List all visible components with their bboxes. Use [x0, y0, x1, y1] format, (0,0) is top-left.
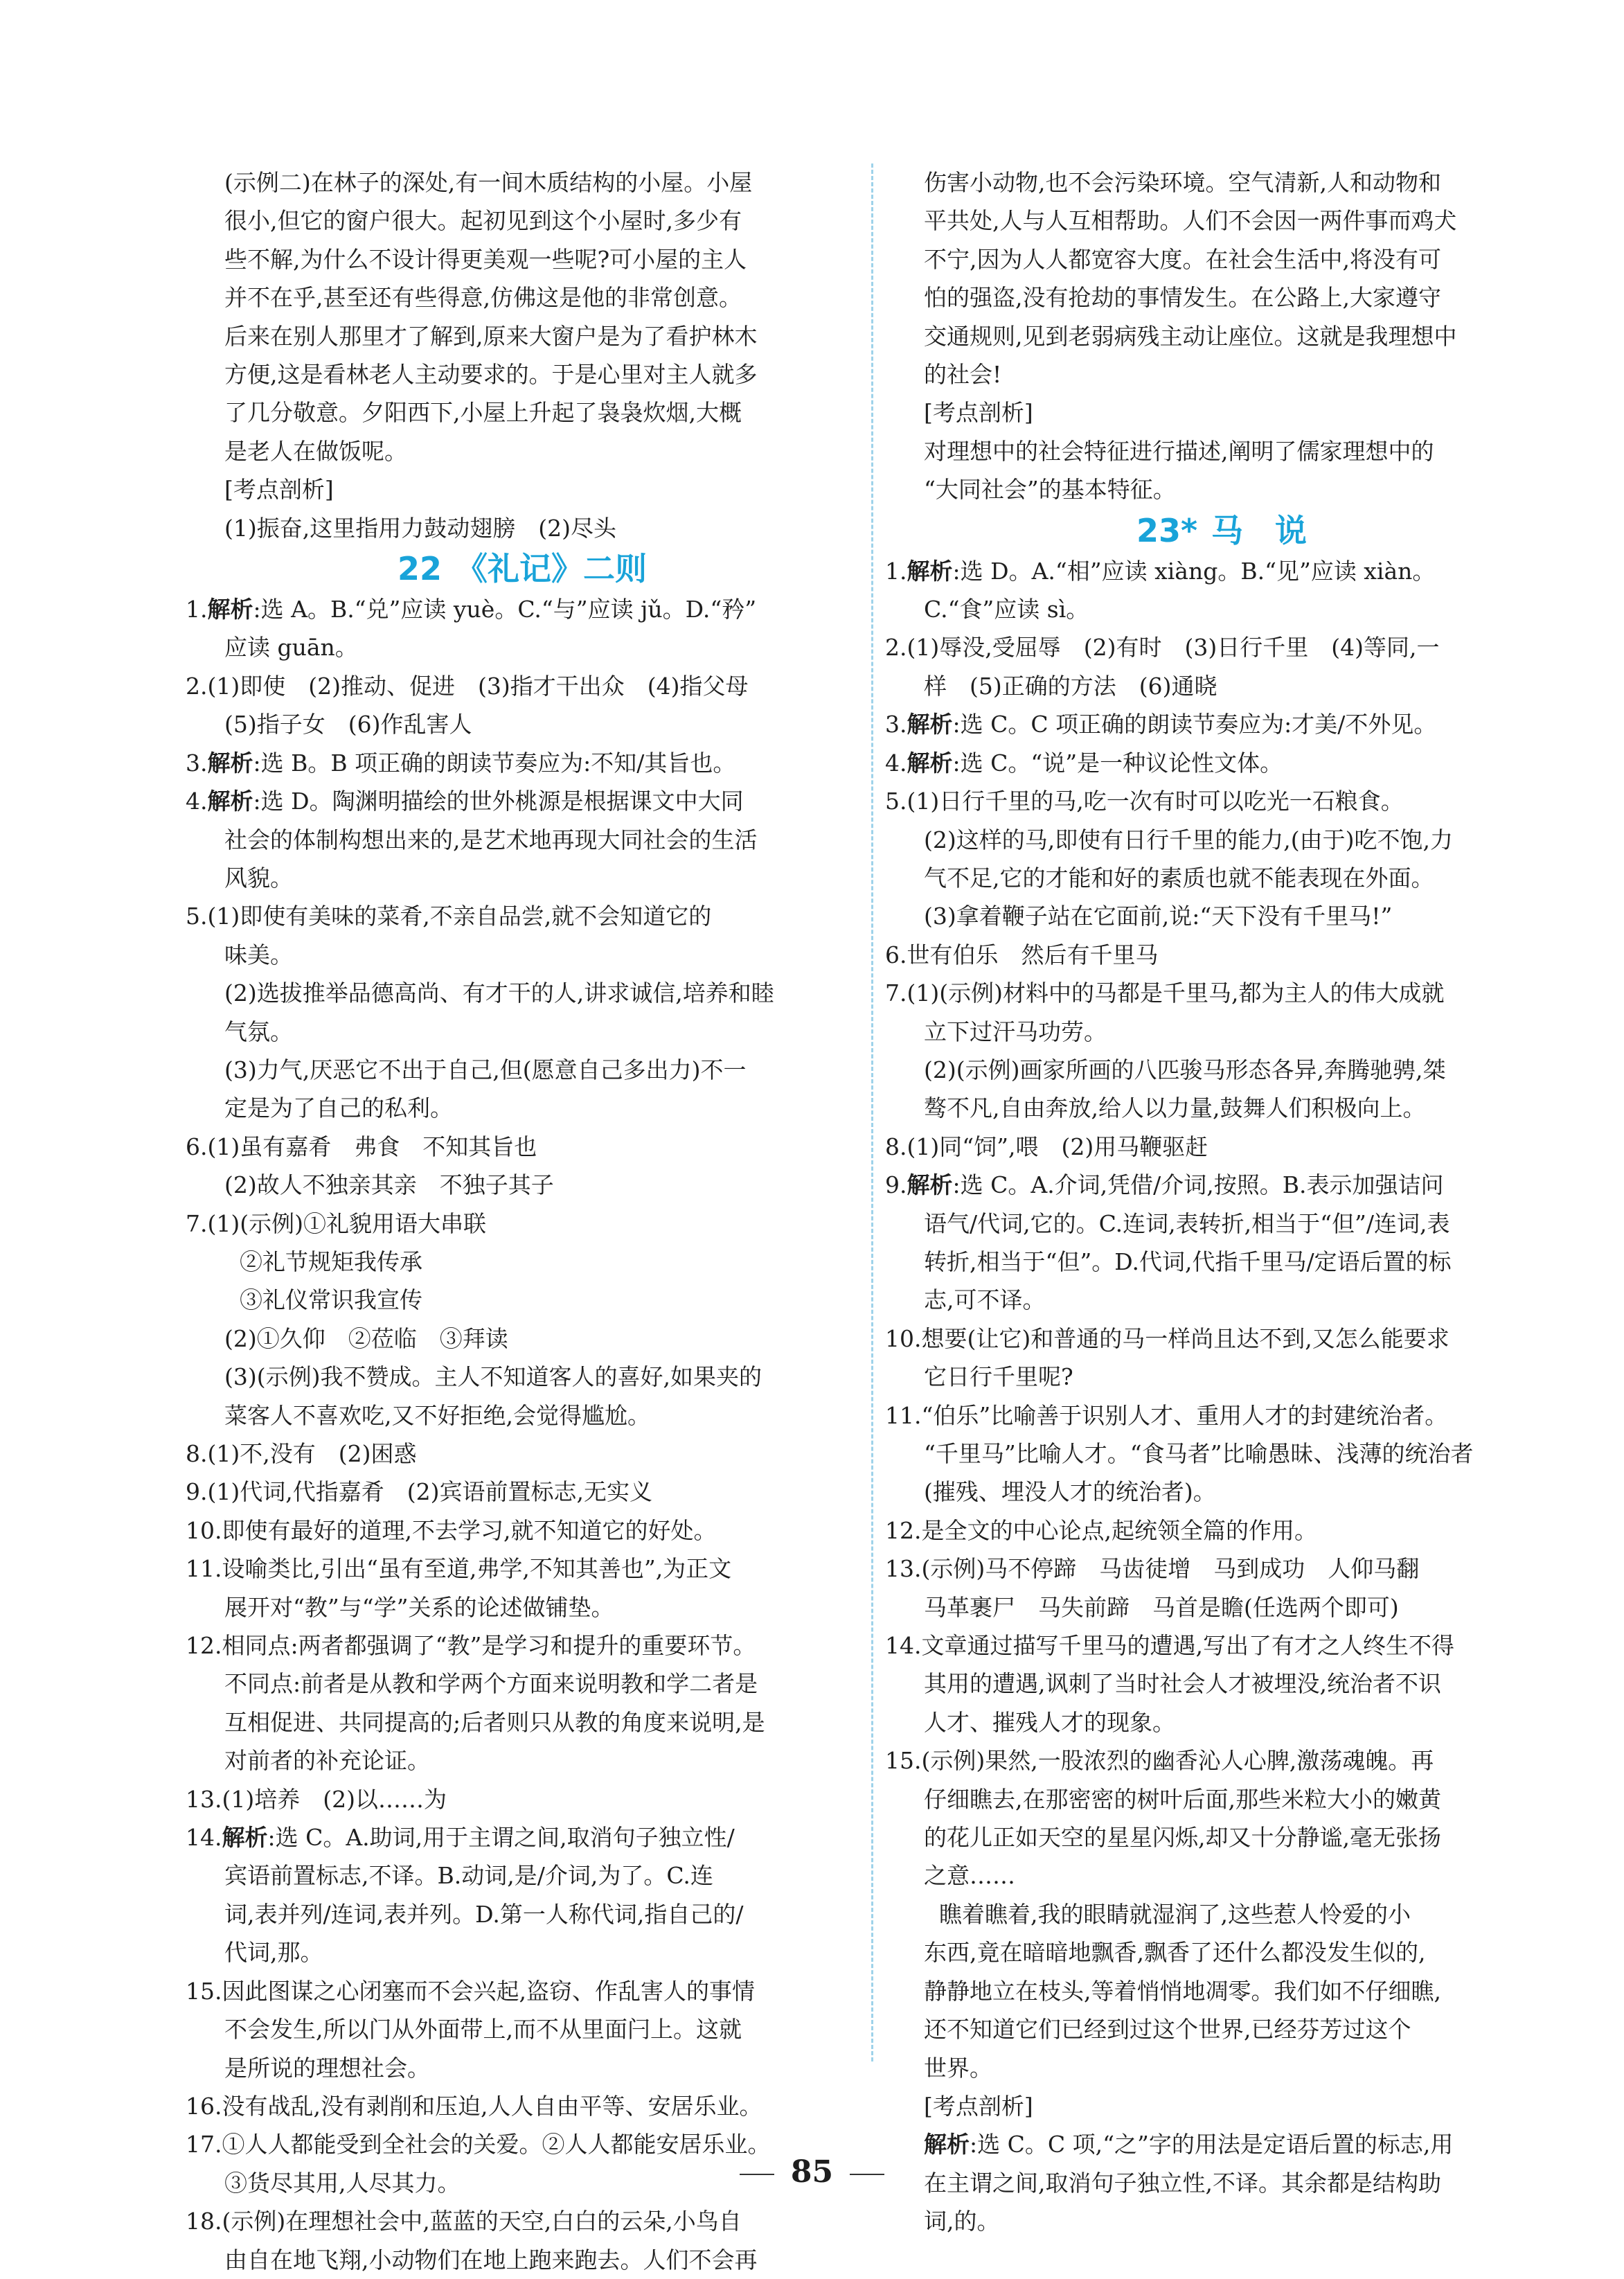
answer-line — [186, 2202, 859, 2240]
answer-line — [885, 1320, 1558, 1358]
answer-line — [885, 1166, 1558, 1204]
answer-continuation: (5)指子女 (6)作乱害人 — [224, 711, 472, 738]
section-heading — [186, 547, 859, 590]
answer-continuation: ③货尽其用,人尽其力。 — [224, 2169, 461, 2197]
essay-line: 平共处,人与人互相帮助。人们不会因一两件事而鸡犬 — [924, 207, 1457, 235]
answer-continuation: 社会的体制构想出来的,是艺术地再现大同社会的生活 — [224, 826, 758, 853]
answer-number: 1. — [885, 557, 907, 585]
essay-line: 了几分敬意。夕阳西下,小屋上升起了袅袅炊烟,大概 — [224, 399, 742, 427]
answer-text: 世有伯乐 然后有千里马 — [907, 941, 1159, 968]
analysis-text: 对理想中的社会特征进行描述,阐明了儒家理想中的 — [924, 437, 1434, 465]
answer-continuation: 语气/代词,它的。C.连词,表转折,相当于“但”/连词,表 — [924, 1209, 1450, 1237]
answer-continuation: 静静地立在枝头,等着悄悄地凋零。我们如不仔细瞧, — [924, 1977, 1441, 2005]
answer-text: :选 C。A.助词,用于主谓之间,取消句子独立性/ — [267, 1824, 735, 1852]
answer-text: (1)(示例)①礼貌用语大串联 — [207, 1209, 486, 1237]
answer-text: (1)即使有美味的菜肴,不亲自品尝,就不会知道它的 — [207, 903, 712, 930]
answer-number: 9. — [885, 1171, 907, 1199]
answer-text: (示例)马不停蹄 马齿徒增 马到成功 人仰马翻 — [921, 1555, 1420, 1583]
answer-number: 8. — [885, 1133, 907, 1160]
answer-number: 11. — [885, 1401, 922, 1429]
answer-continuation: 词,表并列/连词,表并列。D.第一人称代词,指自己的/ — [224, 1900, 744, 1928]
answer-text: :选 C。C 项,“之”字的用法是定语后置的标志,用 — [970, 2131, 1454, 2158]
answer-line — [885, 1741, 1558, 1780]
answer-number: 4. — [885, 749, 907, 777]
answer-continuation: 宾语前置标志,不译。B.动词,是/介词,为了。C.连 — [224, 1862, 713, 1890]
answer-number: 3. — [885, 711, 907, 738]
answer-continuation: 菜客人不喜欢吃,又不好拒绝,会觉得尴尬。 — [224, 1401, 650, 1429]
answer-line — [885, 1550, 1558, 1588]
answer-line — [186, 897, 859, 935]
answer-number: 5. — [186, 903, 208, 930]
analysis-label: 解析 — [222, 1824, 268, 1852]
answer-continuation: 定是为了自己的私利。 — [224, 1094, 453, 1122]
answer-text: :选 B。B 项正确的朗读节奏应为:不知/其旨也。 — [253, 749, 736, 777]
answer-text: 没有战乱,没有剥削和压迫,人人自由平等、安居乐业。 — [222, 2092, 762, 2120]
answer-continuation: 展开对“教”与“学”关系的论述做铺垫。 — [224, 1593, 614, 1621]
answer-number: 2. — [885, 634, 907, 662]
answer-continuation: 它日行千里呢? — [924, 1363, 1073, 1391]
answer-continuation: 应读 guān。 — [224, 634, 358, 662]
answer-number: 2. — [186, 672, 208, 700]
essay-line: 并不在乎,甚至还有些得意,仿佛这是他的非常创意。 — [224, 284, 742, 312]
answer-continuation: 不会发生,所以门从外面带上,而不从里面闩上。这就 — [224, 2016, 742, 2043]
analysis-label: 解析 — [907, 749, 953, 777]
left-column — [186, 163, 859, 2279]
answer-continuation: 是所说的理想社会。 — [224, 2054, 430, 2082]
answer-continuation: 其用的遭遇,讽刺了当时社会人才被埋没,统治者不识 — [924, 1670, 1441, 1698]
answer-continuation: 之意…… — [924, 1862, 1015, 1890]
analysis-label: 解析 — [207, 788, 253, 815]
answer-continuation: 不同点:前者是从教和学两个方面来说明教和学二者是 — [224, 1670, 758, 1698]
answer-continuation: ②礼节规矩我传承 — [240, 1248, 422, 1275]
answer-continuation: 马革裹尸 马失前蹄 马首是瞻(任选两个即可) — [924, 1593, 1399, 1621]
answer-text: :选 A。B.“兑”应读 yuè。C.“与”应读 jǔ。D.“矜” — [253, 596, 757, 623]
footer-dash-left — [740, 2174, 774, 2175]
answer-text: (1)即使 (2)推动、促进 (3)指才干出众 (4)指父母 — [207, 672, 749, 700]
answer-continuation: 词,的。 — [924, 2208, 1000, 2235]
answer-number: 1. — [186, 596, 208, 623]
answer-number: 5. — [885, 788, 907, 815]
answer-continuation: 在主谓之间,取消句子独立性,不译。其余都是结构助 — [924, 2169, 1441, 2197]
answer-text: (1)虽有嘉肴 弗食 不知其旨也 — [207, 1133, 537, 1160]
analysis-tag: [考点剖析] — [924, 2092, 1033, 2120]
answer-text: ①人人都能受到全社会的关爱。②人人都能安居乐业。 — [222, 2131, 771, 2158]
answer-continuation: 气不足,它的才能和好的素质也就不能表现在外面。 — [924, 864, 1434, 892]
answer-text: 设喻类比,引出“虽有至道,弗学,不知其善也”,为正文 — [222, 1555, 732, 1583]
essay-line: 后来在别人那里才了解到,原来大窗户是为了看护林木 — [224, 322, 758, 350]
answer-continuation: 志,可不译。 — [924, 1286, 1046, 1314]
answer-text: :选 C。C 项正确的朗读节奏应为:才美/不外见。 — [952, 711, 1437, 738]
answer-continuation: 转折,相当于“但”。D.代词,代指千里马/定语后置的标 — [924, 1248, 1452, 1275]
section-heading — [885, 509, 1558, 552]
essay-line: 不宁,因为人人都宽容大度。在社会生活中,将没有可 — [924, 245, 1441, 273]
analysis-label: 解析 — [207, 596, 253, 623]
answer-line — [885, 1396, 1558, 1435]
analysis-label: 解析 — [907, 711, 953, 738]
answer-line — [885, 628, 1558, 666]
essay-line: 很小,但它的窗户很大。起初见到这个小屋时,多少有 — [224, 207, 742, 235]
answer-continuation: 瞧着瞧着,我的眼睛就湿润了,这些惹人怜爱的小 — [939, 1900, 1411, 1928]
analysis-text: “大同社会”的基本特征。 — [924, 476, 1176, 504]
answer-text: (1)辱没,受屈辱 (2)有时 (3)日行千里 (4)等同,一 — [907, 634, 1440, 662]
answer-continuation: (3)力气,厌恶它不出于自己,但(愿意自己多出力)不一 — [224, 1056, 747, 1083]
answer-continuation: 味美。 — [224, 941, 293, 968]
answer-line — [186, 1205, 859, 1243]
answer-continuation: 样 (5)正确的方法 (6)通晓 — [924, 672, 1217, 700]
answer-line — [186, 1473, 859, 1511]
answer-line — [186, 1435, 859, 1473]
answer-number: 13. — [885, 1555, 922, 1583]
essay-line: 方便,这是看林老人主动要求的。于是心里对主人就多 — [224, 361, 758, 389]
answer-line — [186, 1818, 859, 1856]
answer-text: :选 C。A.介词,凭借/介词,按照。B.表示加强诘问 — [952, 1171, 1444, 1199]
answer-continuation: 互相促进、共同提高的;后者则只从教的角度来说明,是 — [224, 1708, 765, 1736]
answer-number: 6. — [885, 941, 907, 968]
answer-line — [186, 1511, 859, 1550]
answer-number: 10. — [186, 1516, 222, 1544]
analysis-tag: [考点剖析] — [924, 399, 1033, 427]
answer-number: 11. — [186, 1555, 222, 1583]
answer-continuation: 骜不凡,自由奔放,给人以力量,鼓舞人们积极向上。 — [924, 1094, 1426, 1122]
answer-continuation: (2)①久仰 ②莅临 ③拜读 — [224, 1324, 508, 1352]
answer-line — [186, 1780, 859, 1818]
answer-continuation: 代词,那。 — [224, 1939, 323, 1967]
answer-line — [186, 1550, 859, 1588]
essay-line: (示例二)在林子的深处,有一间木质结构的小屋。小屋 — [224, 169, 753, 196]
answer-continuation: 还不知道它们已经到过这个世界,已经芬芳过这个 — [924, 2016, 1411, 2043]
answer-number: 6. — [186, 1133, 208, 1160]
page-footer — [0, 2154, 1624, 2190]
answer-line — [186, 590, 859, 628]
answer-line — [186, 1972, 859, 2010]
answer-text: (1)代词,代指嘉肴 (2)宾语前置标志,无实义 — [207, 1478, 652, 1506]
essay-line: 交通规则,见到老弱病残主动让座位。这就是我理想中 — [924, 322, 1457, 350]
essay-line: 的社会! — [924, 361, 1002, 389]
section-title: 《礼记》二则 — [456, 550, 647, 588]
answer-text: (1)不,没有 (2)困惑 — [207, 1440, 417, 1467]
answer-text: 即使有最好的道理,不去学习,就不知道它的好处。 — [222, 1516, 717, 1544]
answer-text: (示例)在理想社会中,蓝蓝的天空,白白的云朵,小鸟自 — [222, 2208, 742, 2235]
answer-line — [885, 705, 1558, 743]
right-column — [885, 163, 1558, 2241]
answer-number: 14. — [885, 1632, 922, 1660]
answer-continuation: 人才、摧残人才的现象。 — [924, 1708, 1175, 1736]
analysis-label: 解析 — [207, 749, 253, 777]
answer-line — [885, 1128, 1558, 1166]
answer-line — [186, 1626, 859, 1665]
answer-line — [885, 1626, 1558, 1665]
answer-text: :选 D。A.“相”应读 xiàng。B.“见”应读 xiàn。 — [952, 557, 1436, 585]
answer-continuation: (3)拿着鞭子站在它面前,说:“天下没有千里马!” — [924, 903, 1393, 930]
answer-text: 因此图谋之心闭塞而不会兴起,盗窃、作乱害人的事情 — [222, 1977, 755, 2005]
answer-text: 是全文的中心论点,起统领全篇的作用。 — [921, 1516, 1317, 1544]
answer-line — [186, 744, 859, 782]
answer-text: 想要(让它)和普通的马一样尚且达不到,又怎么能要求 — [921, 1324, 1449, 1352]
answer-line — [186, 667, 859, 705]
answer-text: (1)培养 (2)以……为 — [222, 1785, 470, 1813]
answer-number: 10. — [885, 1324, 922, 1352]
answer-number: 16. — [186, 2092, 222, 2120]
answer-text: “伯乐”比喻善于识别人才、重用人才的封建统治者。 — [921, 1401, 1448, 1429]
answer-text: (1)同“饲”,喂 (2)用马鞭驱赶 — [907, 1133, 1208, 1160]
answer-line — [885, 744, 1558, 782]
answer-line — [186, 1128, 859, 1166]
answer-text: (示例)果然,一股浓烈的幽香沁人心脾,激荡魂魄。再 — [921, 1747, 1434, 1775]
answer-number: 8. — [186, 1440, 208, 1467]
section-number: 22 — [397, 550, 442, 588]
essay-line: 怕的强盗,没有抢劫的事情发生。在公路上,大家遵守 — [924, 284, 1441, 312]
answer-number: 12. — [186, 1632, 222, 1660]
essay-line: 伤害小动物,也不会污染环境。空气清新,人和动物和 — [924, 169, 1441, 196]
essay-line: 是老人在做饭呢。 — [224, 437, 407, 465]
answer-continuation: “千里马”比喻人才。“食马者”比喻愚昧、浅薄的统治者 — [924, 1440, 1474, 1467]
answer-number: 9. — [186, 1478, 208, 1506]
answer-number: 14. — [186, 1824, 222, 1852]
analysis-text: (1)振奋,这里指用力鼓动翅膀 (2)尽头 — [224, 514, 616, 542]
answer-line — [885, 974, 1558, 1012]
answer-continuation: 风貌。 — [224, 864, 293, 892]
answer-line — [885, 552, 1558, 590]
answer-number: 7. — [885, 979, 907, 1007]
footer-dash-right — [850, 2174, 884, 2175]
answer-continuation: (3)(示例)我不赞成。主人不知道客人的喜好,如果夹的 — [224, 1363, 762, 1391]
answer-continuation: 东西,竟在暗暗地飘香,飘香了还什么都没发生似的, — [924, 1939, 1426, 1967]
answer-line — [885, 782, 1558, 820]
analysis-label: 解析 — [924, 2131, 970, 2158]
answer-continuation: C.“食”应读 sì。 — [924, 596, 1089, 623]
answer-continuation: (摧残、埋没人才的统治者)。 — [924, 1478, 1216, 1506]
answer-number: 7. — [186, 1209, 208, 1237]
answer-continuation: 由自在地飞翔,小动物们在地上跑来跑去。人们不会再 — [224, 2246, 758, 2273]
answer-line — [186, 2087, 859, 2125]
essay-line: 些不解,为什么不设计得更美观一些呢?可小屋的主人 — [224, 245, 747, 273]
answer-continuation: (2)选拔推举品德高尚、有才干的人,讲求诚信,培养和睦 — [224, 979, 774, 1007]
answer-continuation: (2)(示例)画家所画的八匹骏马形态各异,奔腾驰骋,桀 — [924, 1056, 1446, 1083]
answer-continuation: ③礼仪常识我宣传 — [240, 1286, 422, 1314]
analysis-tag: [考点剖析] — [224, 476, 334, 504]
answer-number: 4. — [186, 788, 208, 815]
answer-continuation: 立下过汗马功劳。 — [924, 1018, 1107, 1045]
answer-text: 文章通过描写千里马的遭遇,写出了有才之人终生不得 — [921, 1632, 1454, 1660]
answer-number: 3. — [186, 749, 208, 777]
column-divider — [871, 163, 873, 2061]
answer-continuation: 仔细瞧去,在那密密的树叶后面,那些米粒大小的嫩黄 — [924, 1785, 1441, 1813]
section-number: 23* — [1136, 511, 1198, 549]
answer-continuation: 的花儿正如天空的星星闪烁,却又十分静谧,毫无张扬 — [924, 1824, 1441, 1852]
answer-text: (1)日行千里的马,吃一次有时可以吃光一石粮食。 — [907, 788, 1404, 815]
answer-text: :选 D。陶渊明描绘的世外桃源是根据课文中大同 — [253, 788, 744, 815]
answer-continuation: (2)故人不独亲其亲 不独子其子 — [224, 1171, 554, 1199]
answer-number: 15. — [885, 1747, 922, 1775]
answer-line — [885, 936, 1558, 974]
answer-continuation: 世界。 — [924, 2054, 992, 2082]
analysis-label: 解析 — [907, 557, 953, 585]
answer-continuation: (2)这样的马,即使有日行千里的能力,(由于)吃不饱,力 — [924, 826, 1453, 853]
answer-text: 相同点:两者都强调了“教”是学习和提升的重要环节。 — [222, 1632, 756, 1660]
answer-line — [885, 1511, 1558, 1550]
answer-number: 18. — [186, 2208, 222, 2235]
answer-continuation: 气氛。 — [224, 1018, 293, 1045]
answer-number: 17. — [186, 2131, 222, 2158]
answer-text: :选 C。“说”是一种议论性文体。 — [952, 749, 1283, 777]
page-number: 85 — [790, 2154, 834, 2190]
answer-continuation: 对前者的补充论证。 — [224, 1747, 430, 1775]
analysis-label: 解析 — [907, 1171, 953, 1199]
answer-number: 12. — [885, 1516, 922, 1544]
answer-text: (1)(示例)材料中的马都是千里马,都为主人的伟大成就 — [907, 979, 1445, 1007]
answer-number: 15. — [186, 1977, 222, 2005]
answer-number: 13. — [186, 1785, 222, 1813]
section-title: 马 说 — [1211, 511, 1308, 549]
answer-line — [186, 782, 859, 820]
